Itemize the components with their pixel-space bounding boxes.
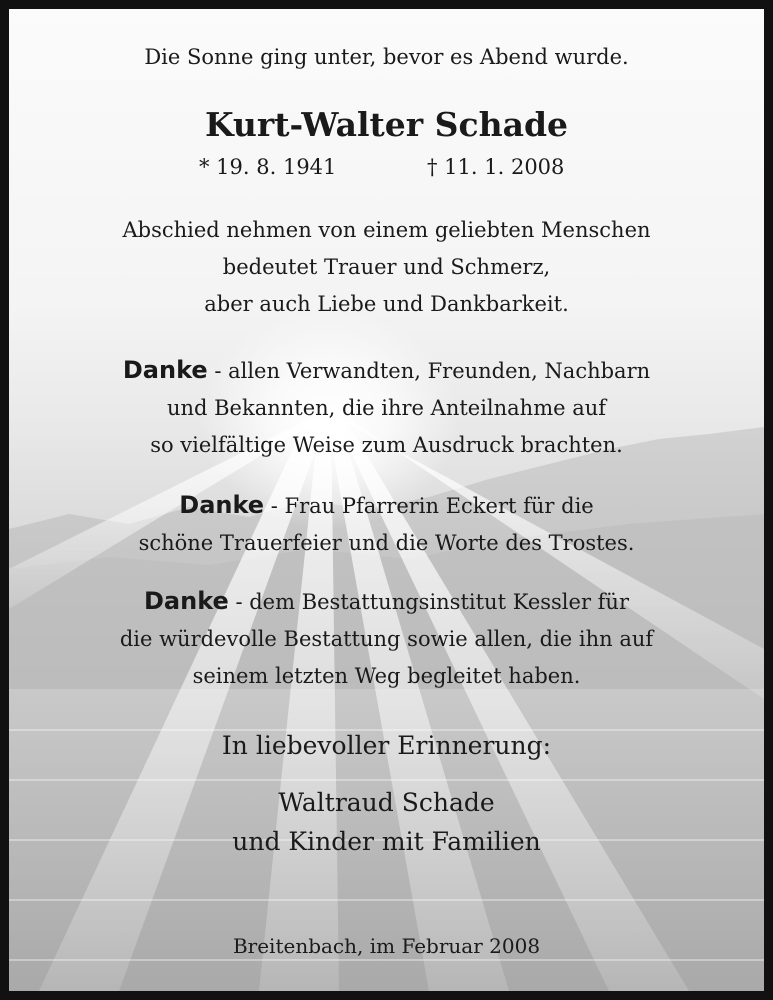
- thanks-line: schöne Trauerfeier und die Worte des Trostes.: [138, 531, 635, 555]
- family-line: und Kinder mit Familien: [232, 827, 541, 856]
- death-date: † 11. 1. 2008: [427, 155, 565, 179]
- motto: Die Sonne ging unter, bevor es Abend wurde.: [144, 45, 629, 69]
- family-signature: [9, 783, 764, 861]
- family-line: Waltraud Schade: [278, 788, 495, 817]
- farewell-line: bedeutet Trauer und Schmerz,: [222, 255, 551, 279]
- thanks-line: so vielfältige Weise zum Ausdruck brachten.: [150, 433, 623, 457]
- deceased-name: Kurt-Walter Schade: [204, 105, 569, 144]
- thanks-text: - allen Verwandten, Freunden, Nachbarn: [207, 359, 651, 383]
- thanks-paragraph-relatives: [9, 352, 764, 464]
- thanks-text: - Frau Pfarrerin Eckert für die: [264, 494, 594, 518]
- thanks-first-line: [9, 352, 764, 390]
- thanks-text: - dem Bestattungsinstitut Kessler für: [228, 590, 629, 614]
- farewell-paragraph: [9, 212, 764, 323]
- danke-word: Danke: [179, 491, 265, 519]
- thanks-first-line: [9, 583, 764, 621]
- thanks-line: seinem letzten Weg begleitet haben.: [192, 664, 581, 688]
- memory-heading: In liebevoller Erinnerung:: [221, 731, 552, 760]
- thanks-line: und Bekannten, die ihre Anteilnahme auf: [166, 396, 607, 420]
- thanks-first-line: [9, 487, 764, 525]
- birth-date: * 19. 8. 1941: [199, 155, 337, 179]
- place-and-date: Breitenbach, im Februar 2008: [232, 934, 541, 958]
- danke-word: Danke: [122, 356, 208, 384]
- thanks-paragraph-pastor: [9, 487, 764, 562]
- farewell-line: aber auch Liebe und Dankbarkeit.: [204, 292, 569, 316]
- danke-word: Danke: [144, 587, 229, 615]
- thanks-paragraph-funeral-home: [9, 583, 764, 695]
- notice-text: [9, 9, 764, 991]
- thanks-line: die würdevolle Bestattung sowie allen, die ihn auf: [119, 627, 654, 651]
- farewell-line: Abschied nehmen von einem geliebten Menschen: [122, 218, 651, 242]
